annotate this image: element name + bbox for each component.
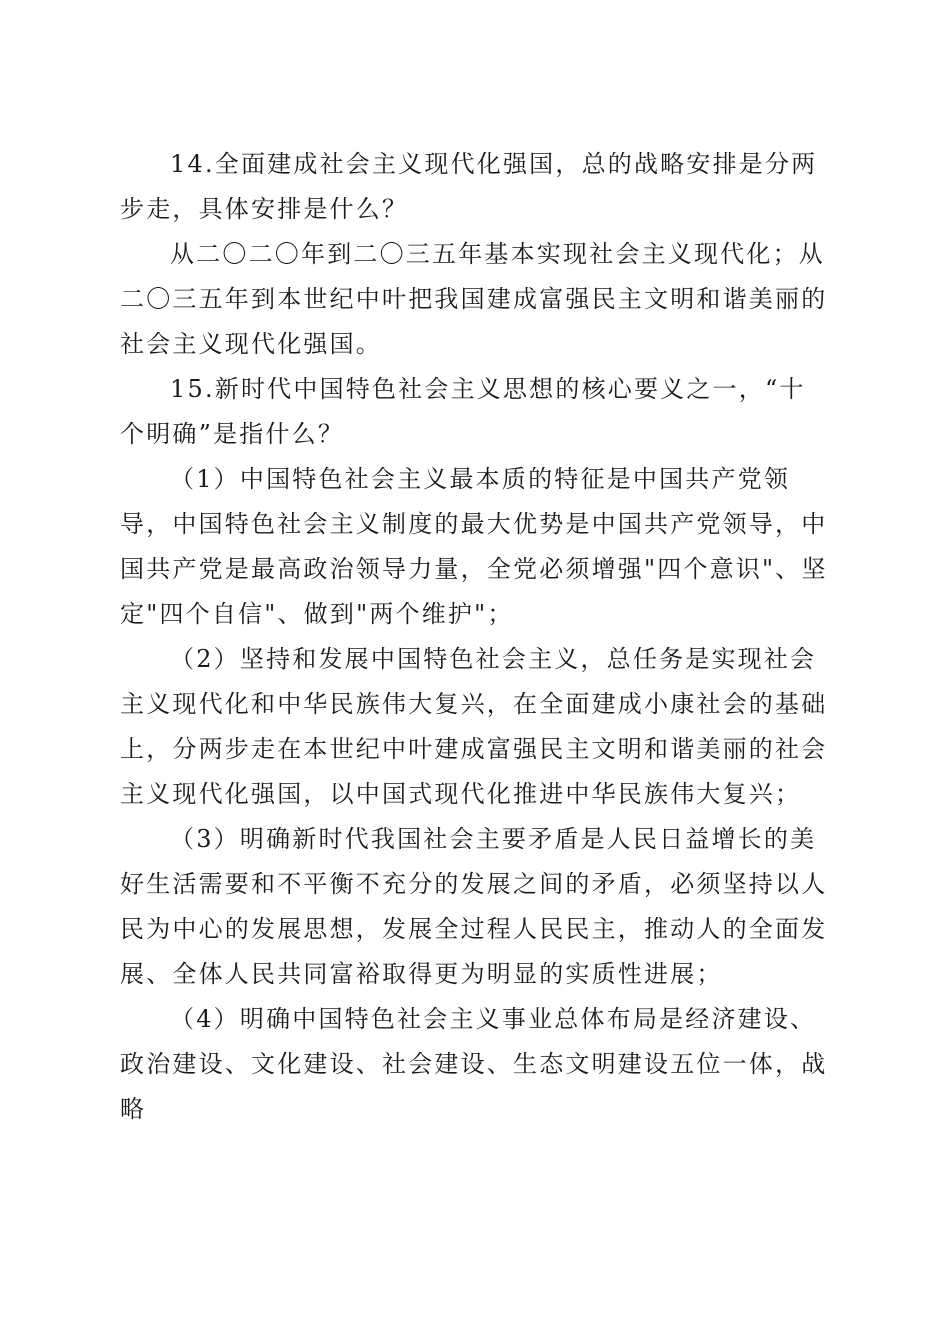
question-14: 14.全面建成社会主义现代化强国，总的战略安排是分两步走，具体安排是什么？	[120, 150, 818, 223]
answer-15-item-4: （4）明确中国特色社会主义事业总体布局是经济建设、政治建设、文化建设、社会建设、生态文明建设五位一体，战略	[120, 1005, 828, 1123]
document-page	[120, 142, 830, 1132]
answer-15-item-3: （3）明确新时代我国社会主要矛盾是人民日益增长的美好生活需要和不平衡不充分的发展之间的矛盾，必须坚持以人民为中心的发展思想，发展全过程人民民主，推动人的全面发展、全体人民共同富裕取得更为明显的实质性进展；	[120, 825, 828, 988]
question-15: 15.新时代中国特色社会主义思想的核心要义之一，“十个明确”是指什么？	[120, 375, 806, 448]
answer-15-item-2: （2）坚持和发展中国特色社会主义，总任务是实现社会主义现代化和中华民族伟大复兴，在全面建成小康社会的基础上，分两步走在本世纪中叶建成富强民主文明和谐美丽的社会主义现代化强国，以中国式现代化推进中华民族伟大复兴；	[120, 645, 828, 808]
answer-15-item-1: （1）中国特色社会主义最本质的特征是中国共产党领导，中国特色社会主义制度的最大优势是中国共产党领导，中国共产党是最高政治领导力量，全党必须增强"四个意识"、坚定"四个自信"、做到"两个维护"；	[120, 465, 828, 628]
answer-14: 从二〇二〇年到二〇三五年基本实现社会主义现代化；从二〇三五年到本世纪中叶把我国建成富强民主文明和谐美丽的社会主义现代化强国。	[120, 240, 828, 358]
